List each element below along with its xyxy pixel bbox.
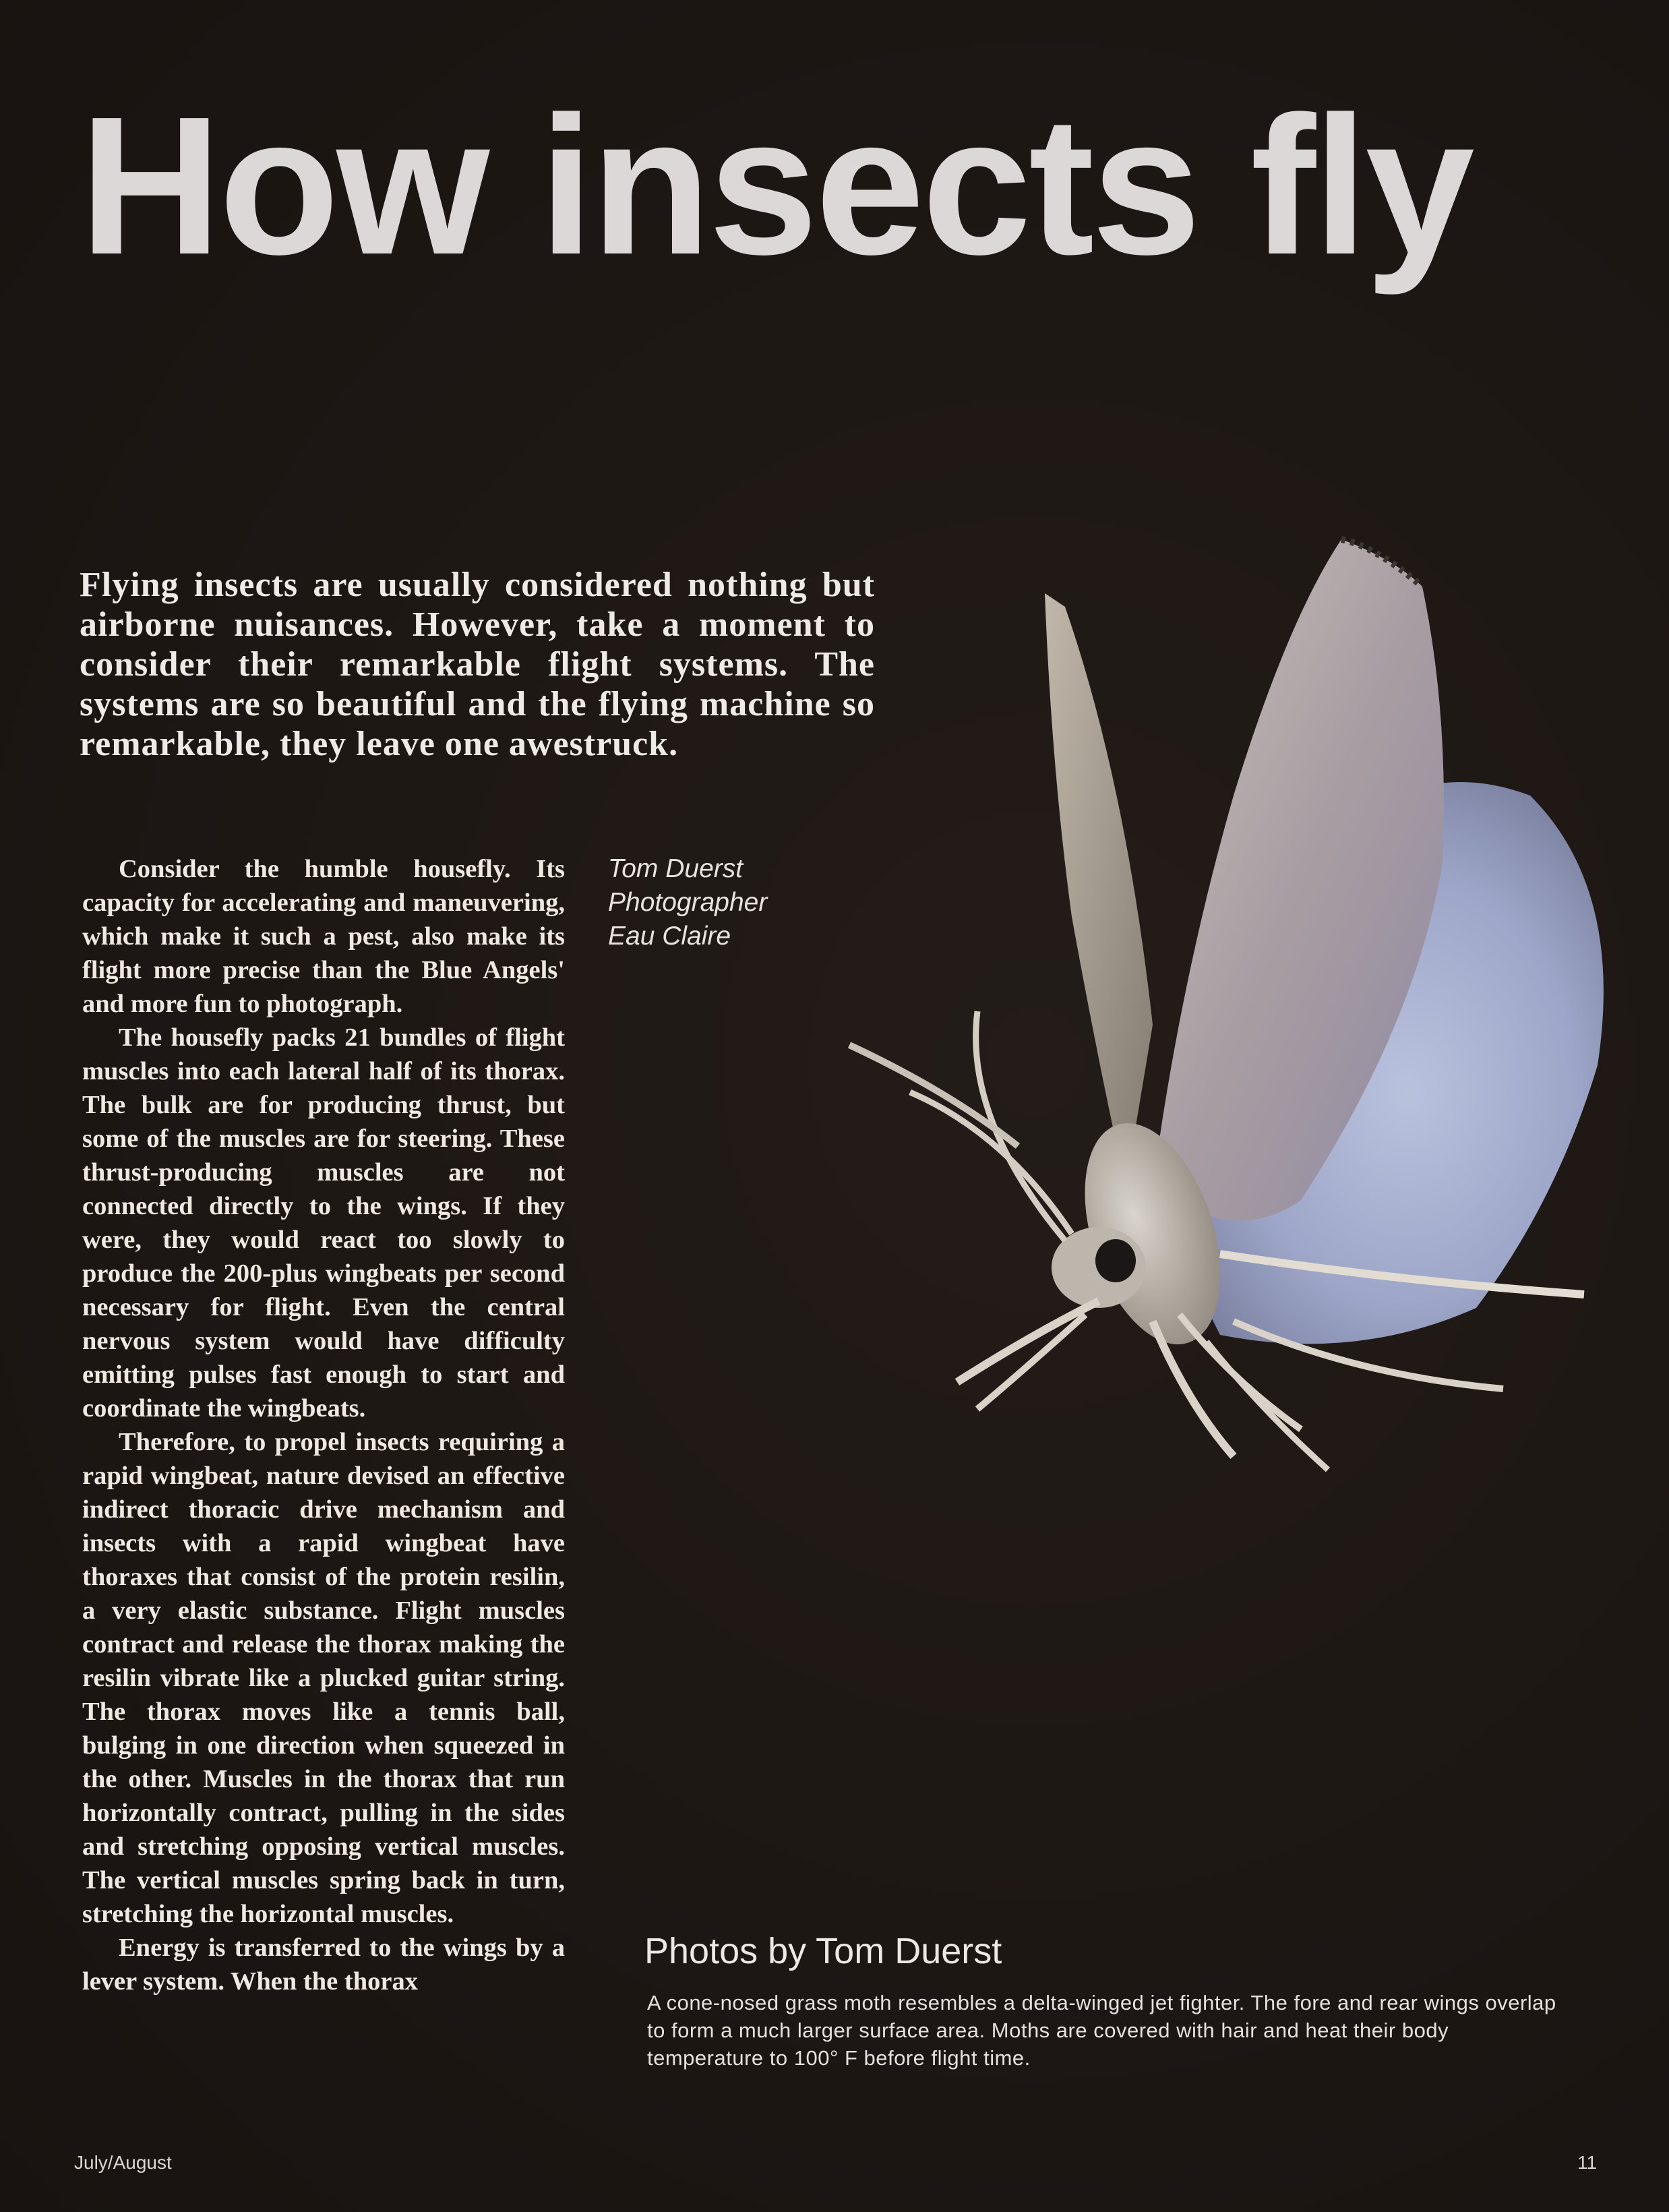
article-intro: Flying insects are usually considered nothing but airborne nuisances. However, take a moment to consider their remarkable flight systems. The systems are so beautiful and the flying machine so remarkable, they leave one awestruck. — [80, 566, 875, 763]
article-title: How insects fly — [80, 76, 1472, 295]
author-location: Eau Claire — [608, 922, 731, 951]
issue-date: July/August — [74, 2152, 172, 2173]
body-paragraph: Energy is transferred to the wings by a lever system. When the thorax — [82, 1934, 565, 1996]
page-number: 11 — [1577, 2152, 1598, 2173]
photo-caption: A cone-nosed grass moth resembles a delta-winged jet fighter. The fore and rear wings overlap to form a much larger surface area. Moths are covered with hair and heat their body temperature to 100° F before flight time. — [647, 1991, 1556, 2070]
photo-credit: Photos by Tom Duerst — [644, 1931, 1002, 1971]
body-paragraph: The housefly packs 21 bundles of flight muscles into each lateral half of its thorax. The bulk are for producing thrust, but some of the muscles are for steering. These thrust-producing muscles are not connected directly to the wings. If they were, they would react too slowly to produce the 200-plus wingbeats per second necessary for flight. Even the central nervous system would have difficulty emitting pulses fast enough to start and coordinate the wingbeats. — [82, 1023, 565, 1423]
author-name: Tom Duerst — [608, 854, 744, 883]
body-paragraph: Therefore, to propel insects requiring a rapid wingbeat, nature devised an effective indirect thoracic drive mechanism and insects with a rapid wingbeat have thoraxes that consist of the protein resilin, a very elastic substance. Flight muscles contract and release the thorax making the resilin vibrate like a plucked guitar string. The thorax moves like a tennis ball, bulging in one direction when squeezed in the other. Muscles in the thorax that run horizontally contract, pulling in the sides and stretching opposing vertical muscles. The vertical muscles spring back in turn, stretching the horizontal muscles. — [82, 1428, 565, 1928]
author-role: Photographer — [608, 888, 768, 917]
body-paragraph: Consider the humble housefly. Its capacity for accelerating and maneuvering, which make it such a pest, also make its flight more precise than the Blue Angels' and more fun to photograph. — [82, 855, 565, 1018]
author-byline — [608, 852, 767, 953]
article-body — [82, 852, 565, 1998]
moth-photo — [748, 512, 1651, 1605]
